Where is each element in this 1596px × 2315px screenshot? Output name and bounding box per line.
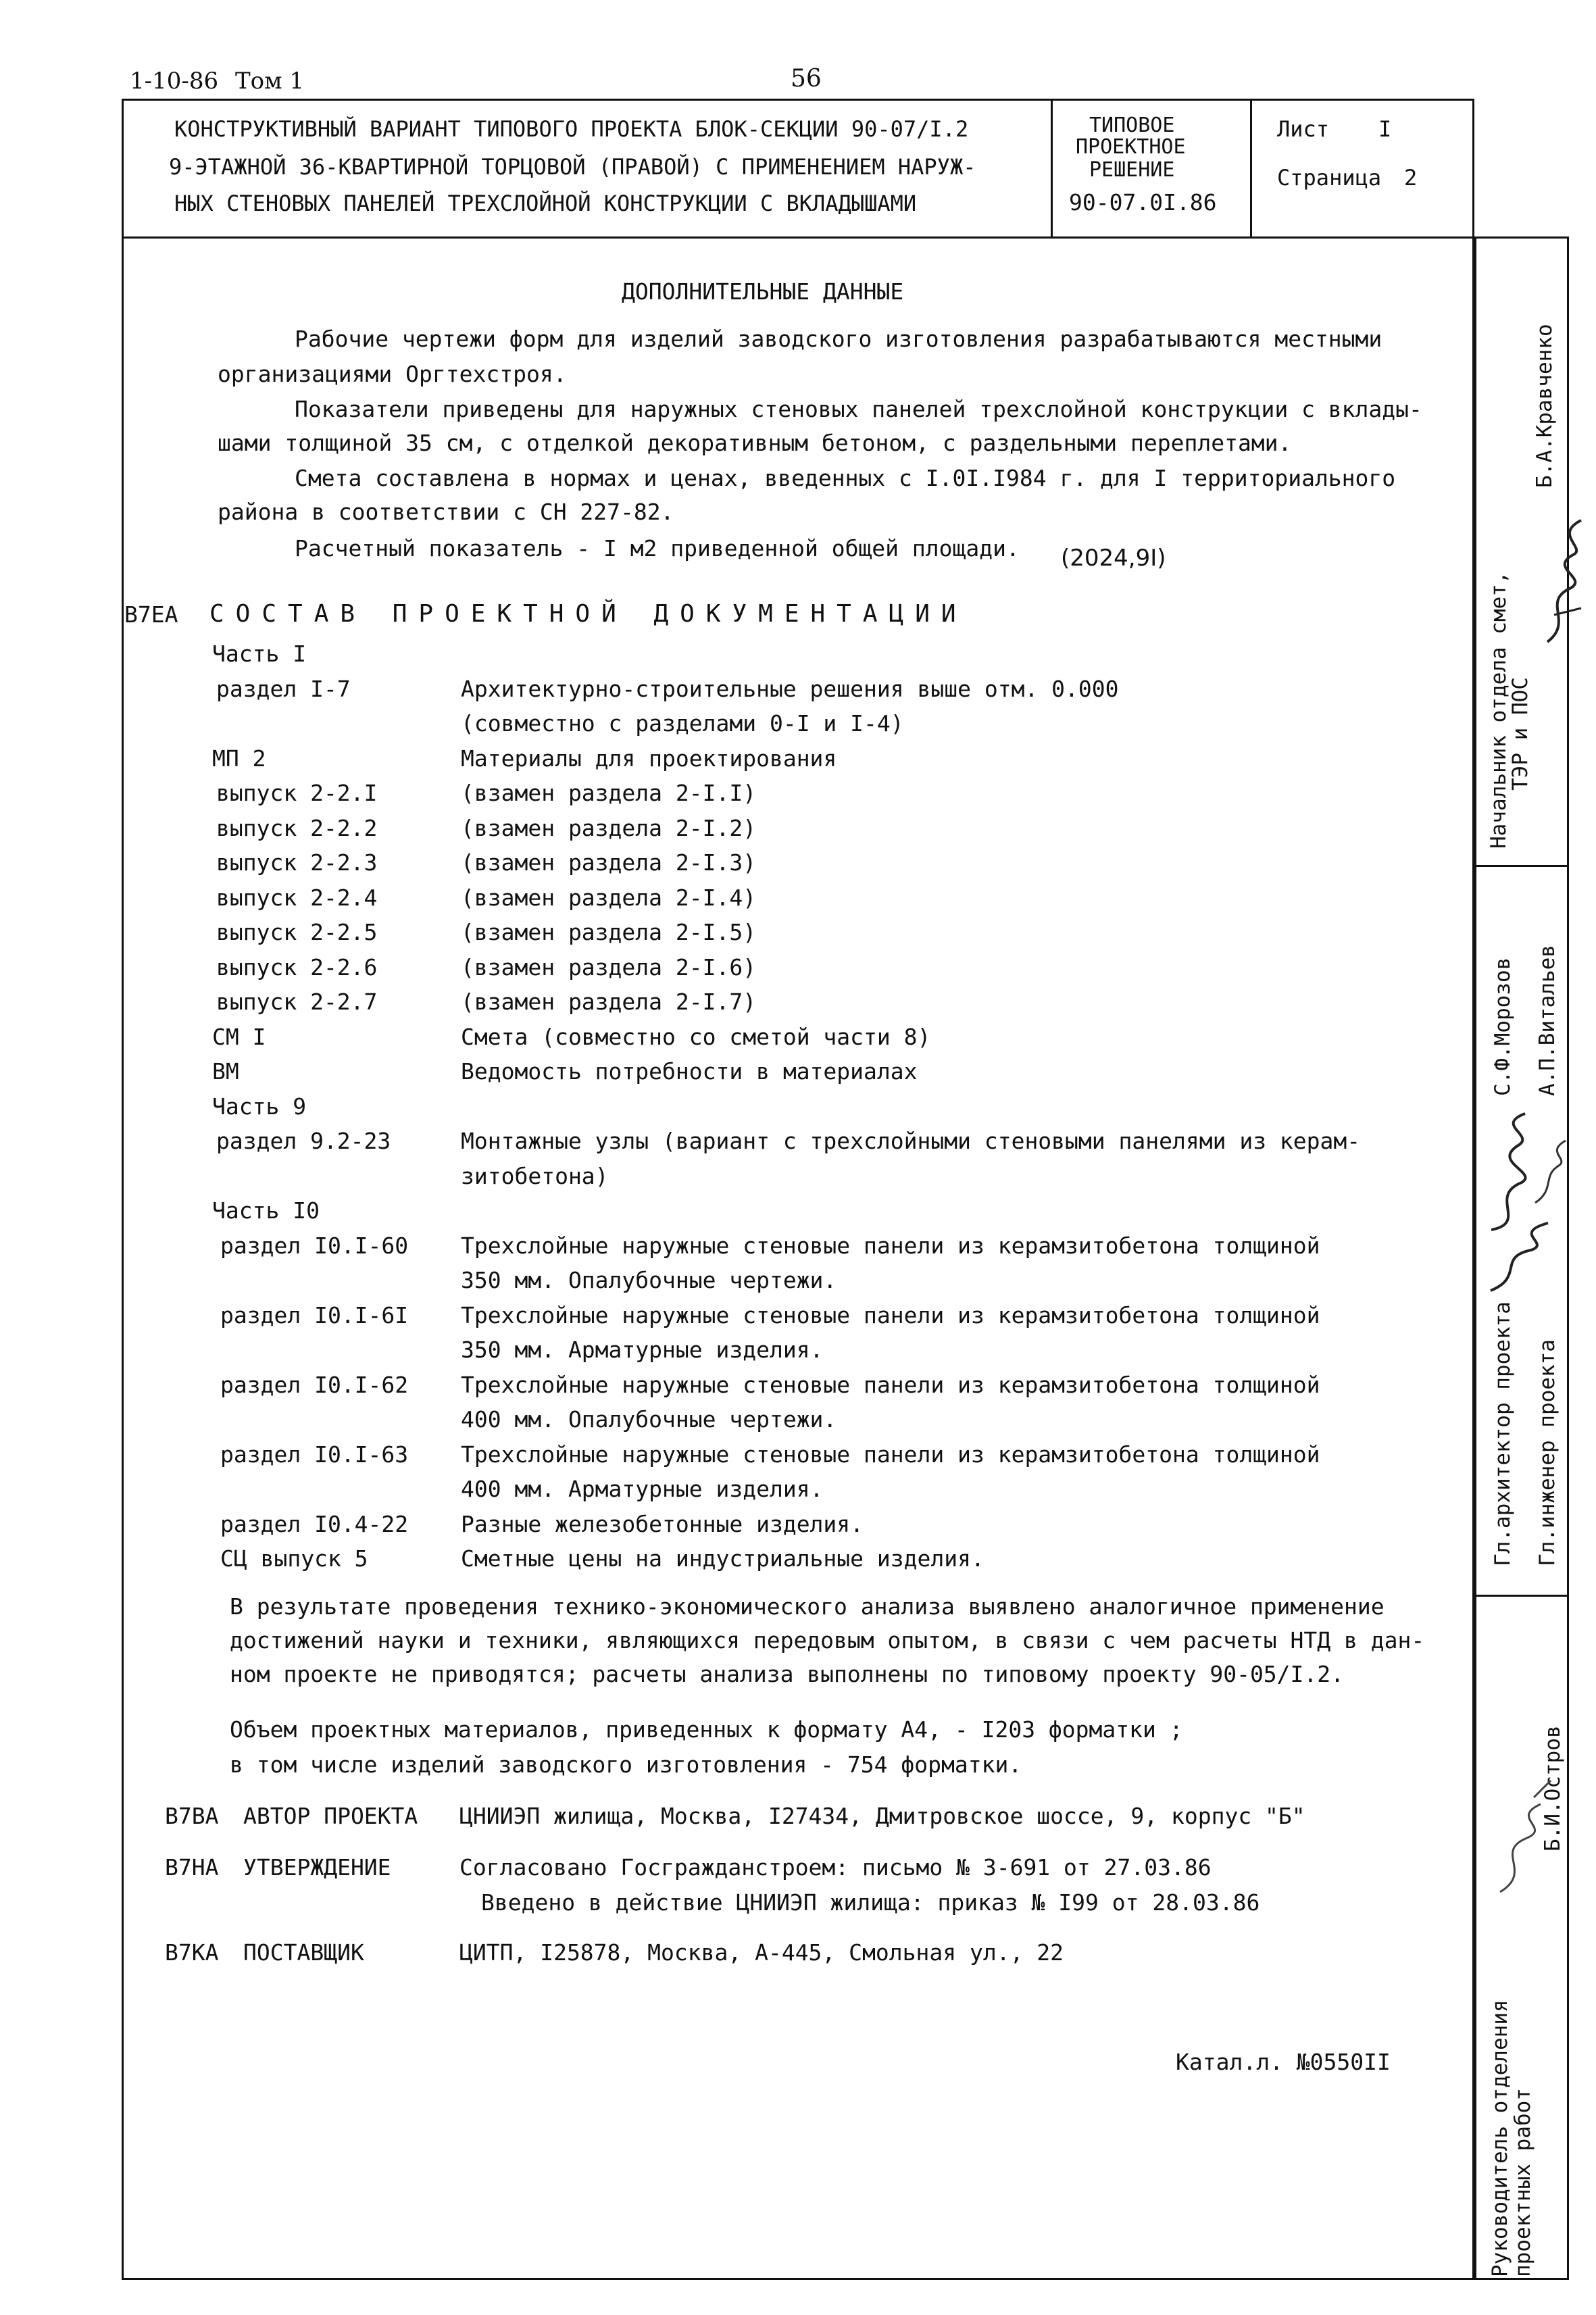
sheet-label: Лист xyxy=(1277,116,1330,142)
additional-line-4: шами толщиной 35 см, с отделкой декоративным бетоном, с раздельными переплетами. xyxy=(218,430,1292,456)
composition-item-code: Часть I xyxy=(212,641,307,667)
composition-item-description: (взамен раздела 2-I.3) xyxy=(461,849,757,876)
stamp-role-4: Руководитель отделения xyxy=(1488,1999,1512,2277)
composition-item-code: выпуск 2-2.2 xyxy=(216,815,378,841)
composition-item-description: (совместно с разделами 0-I и I-4) xyxy=(461,710,904,737)
stamp-separator-1 xyxy=(1474,865,1569,867)
decision-line-3: РЕШЕНИЕ xyxy=(1089,158,1175,182)
composition-item-code: выпуск 2-2.6 xyxy=(216,954,378,980)
composition-item-description: Разные железобетонные изделия. xyxy=(461,1511,864,1537)
composition-item-description: 350 мм. Опалубочные чертежи. xyxy=(461,1267,837,1293)
composition-item-code: СЦ выпуск 5 xyxy=(220,1545,368,1572)
series-code: 1-10-86 xyxy=(130,68,219,95)
composition-item-code: выпуск 2-2.7 xyxy=(216,989,378,1015)
title-block-divider xyxy=(122,237,1474,239)
composition-item-code: выпуск 2-2.4 xyxy=(216,885,378,911)
document-code xyxy=(130,68,304,95)
stamp-separator-2 xyxy=(1474,1595,1569,1597)
record-author-label: АВТОР ПРОЕКТА xyxy=(243,1803,418,1829)
composition-item-description: Сметные цены на индустриальные изделия. xyxy=(461,1545,984,1572)
composition-item-code: раздел I0.I-6I xyxy=(220,1302,409,1328)
composition-item-description: Трехслойные наружные стеновые панели из керамзитобетона толщиной xyxy=(461,1233,1320,1259)
composition-item-description: 400 мм. Опалубочные чертежи. xyxy=(461,1406,837,1433)
page-value: 2 xyxy=(1404,165,1418,191)
stamp-role-1: Начальник отдела смет, xyxy=(1487,571,1511,849)
signature-head-of-department xyxy=(1487,1770,1568,1899)
composition-code: В7ЕА xyxy=(124,601,178,628)
stamp-role-3: Гл.инженер проекта xyxy=(1535,1339,1560,1566)
stamp-name-ostrovov: Б.И.Остров xyxy=(1541,1725,1565,1851)
composition-item-code: раздел 9.2-23 xyxy=(216,1128,391,1154)
composition-item-code: раздел I0.I-62 xyxy=(220,1372,409,1398)
composition-item-code: Часть I0 xyxy=(212,1197,320,1224)
composition-item-code: раздел I0.I-60 xyxy=(220,1233,409,1259)
composition-item-code: ВМ xyxy=(212,1058,239,1085)
page-label: Страница xyxy=(1277,165,1382,191)
composition-item-description: (взамен раздела 2-I.5) xyxy=(461,919,757,945)
analysis-line-2: достижений науки и техники, являющихся передовым опытом, в связи с чем расчеты НТД в дан- xyxy=(230,1627,1425,1653)
signature-vitaliev xyxy=(1528,1135,1576,1210)
composition-item-code: раздел I0.4-22 xyxy=(220,1511,409,1537)
composition-item-description: Материалы для проектирования xyxy=(461,745,837,772)
composition-item-description: (взамен раздела 2-I.6) xyxy=(461,954,757,980)
composition-item-description: Трехслойные наружные стеновые панели из керамзитобетона толщиной xyxy=(461,1441,1320,1468)
title-divider-1 xyxy=(1051,99,1053,238)
composition-item-description: 400 мм. Арматурные изделия. xyxy=(461,1476,824,1502)
title-line-3: НЫХ СТЕНОВЫХ ПАНЕЛЕЙ ТРЕХСЛОЙНОЙ КОНСТРУКЦИИ С ВКЛАДЫШАМИ xyxy=(174,191,917,216)
volume-line-2: в том числе изделий заводского изготовления - 754 форматки. xyxy=(230,1751,1022,1778)
composition-item-code: МП 2 xyxy=(212,745,266,772)
analysis-line-3: ном проекте не приводятся; расчеты анализа выполнены по типовому проекту 90-05/I.2. xyxy=(230,1661,1345,1687)
sheet-value: I xyxy=(1378,116,1392,142)
stamp-name-kravchenko: Б.А.Кравченко xyxy=(1532,324,1557,488)
record-supplier-code: В7КА xyxy=(165,1939,219,1966)
title-line-2: 9-ЭТАЖНОЙ 36-КВАРТИРНОЙ ТОРЦОВОЙ (ПРАВОЙ) С ПРИМЕНЕНИЕМ НАРУЖ- xyxy=(169,154,976,180)
composition-item-code: раздел I0.I-63 xyxy=(220,1441,409,1468)
page-number: 56 xyxy=(791,65,822,93)
additional-line-1: Рабочие чертежи форм для изделий заводского изготовления разрабатываются местными xyxy=(295,326,1382,352)
record-approval-value-2: Введено в действие ЦНИИЭП жилища: приказ № I99 от 28.03.86 xyxy=(481,1889,1260,1916)
composition-item-code: СМ I xyxy=(212,1024,266,1050)
composition-item-description: зитобетона) xyxy=(461,1163,609,1189)
record-author-code: В7ВА xyxy=(165,1803,219,1829)
stamp-name-morozov: С.Ф.Морозов xyxy=(1491,957,1515,1096)
composition-item-code: выпуск 2-2.5 xyxy=(216,919,378,945)
record-approval-value-1: Согласовано Госгражданстроем: письмо № 3-691 от 27.03.86 xyxy=(459,1854,1212,1881)
composition-item-description: Трехслойные наружные стеновые панели из керамзитобетона толщиной xyxy=(461,1372,1320,1398)
additional-line-2: организациями Оргтехстроя. xyxy=(218,361,567,387)
composition-item-code: Часть 9 xyxy=(212,1093,307,1120)
composition-item-description: 350 мм. Арматурные изделия. xyxy=(461,1337,824,1363)
volume-line-1: Объем проектных материалов, приведенных к формату А4, - I203 форматки ; xyxy=(230,1716,1183,1743)
calculated-value: (2024,9I) xyxy=(1061,545,1166,572)
additional-line-6: района в соответствии с СН 227-82. xyxy=(218,499,674,525)
decision-line-2: ПРОЕКТНОЕ xyxy=(1076,135,1186,159)
record-author-value: ЦНИИЭП жилища, Москва, I27434, Дмитровское шоссе, 9, корпус "Б" xyxy=(459,1803,1305,1829)
catalog-number: Катал.л. №0550II xyxy=(1176,2049,1391,2075)
composition-item-description: Ведомость потребности в материалах xyxy=(461,1058,918,1085)
additional-heading: ДОПОЛНИТЕЛЬНЫЕ ДАННЫЕ xyxy=(622,278,904,305)
decision-line-1: ТИПОВОЕ xyxy=(1089,114,1175,137)
stamp-role-4b: проектных работ xyxy=(1511,2088,1535,2277)
record-supplier-value: ЦИТП, I25878, Москва, А-445, Смольная ул., 22 xyxy=(459,1939,1064,1966)
composition-heading: СОСТАВ ПРОЕКТНОЙ ДОКУМЕНТАЦИИ xyxy=(209,600,968,628)
record-approval-code: В7НА xyxy=(165,1854,219,1881)
decision-line-4: 90-07.0I.86 xyxy=(1069,189,1217,216)
title-line-1: КОНСТРУКТИВНЫЙ ВАРИАНТ ТИПОВОГО ПРОЕКТА БЛОК-СЕКЦИИ 90-07/I.2 xyxy=(174,116,969,142)
composition-item-description: (взамен раздела 2-I.7) xyxy=(461,989,757,1015)
title-divider-2 xyxy=(1250,99,1252,238)
composition-item-description: Монтажные узлы (вариант с трехслойными стеновыми панелями из керам- xyxy=(461,1128,1361,1154)
composition-item-code: раздел I-7 xyxy=(216,676,351,702)
stamp-role-2: Гл.архитектор проекта xyxy=(1491,1301,1515,1566)
composition-item-code: выпуск 2-2.I xyxy=(216,780,378,806)
composition-item-description: (взамен раздела 2-I.2) xyxy=(461,815,757,841)
analysis-line-1: В результате проведения технико-экономического анализа выявлено аналогичное применение xyxy=(230,1593,1385,1620)
signature-chief-engineer xyxy=(1484,1216,1558,1297)
composition-item-description: Смета (совместно со сметой части 8) xyxy=(461,1024,931,1050)
signature-kravchenko xyxy=(1534,514,1595,649)
record-supplier-label: ПОСТАВЩИК xyxy=(243,1939,364,1966)
composition-item-description: Архитектурно-строительные решения выше отм. 0.000 xyxy=(461,676,1119,702)
composition-item-description: Трехслойные наружные стеновые панели из керамзитобетона толщиной xyxy=(461,1302,1320,1328)
record-approval-label: УТВЕРЖДЕНИЕ xyxy=(243,1854,391,1881)
composition-item-description: (взамен раздела 2-I.4) xyxy=(461,885,757,911)
stamp-name-vitaliev: А.П.Витальев xyxy=(1535,945,1560,1096)
additional-line-3: Показатели приведены для наружных стеновых панелей трехслойной конструкции с вклады- xyxy=(295,396,1422,422)
stamp-role-1b: ТЭР и ПОС xyxy=(1508,677,1532,791)
composition-item-code: выпуск 2-2.3 xyxy=(216,849,378,876)
additional-line-5: Смета составлена в нормах и ценах, введенных с I.0I.I984 г. для I территориального xyxy=(295,465,1396,491)
composition-item-description: (взамен раздела 2-I.I) xyxy=(461,780,757,806)
additional-line-7: Расчетный показатель - I м2 приведенной общей площади. xyxy=(295,535,1020,562)
volume-label: Том 1 xyxy=(234,68,304,95)
